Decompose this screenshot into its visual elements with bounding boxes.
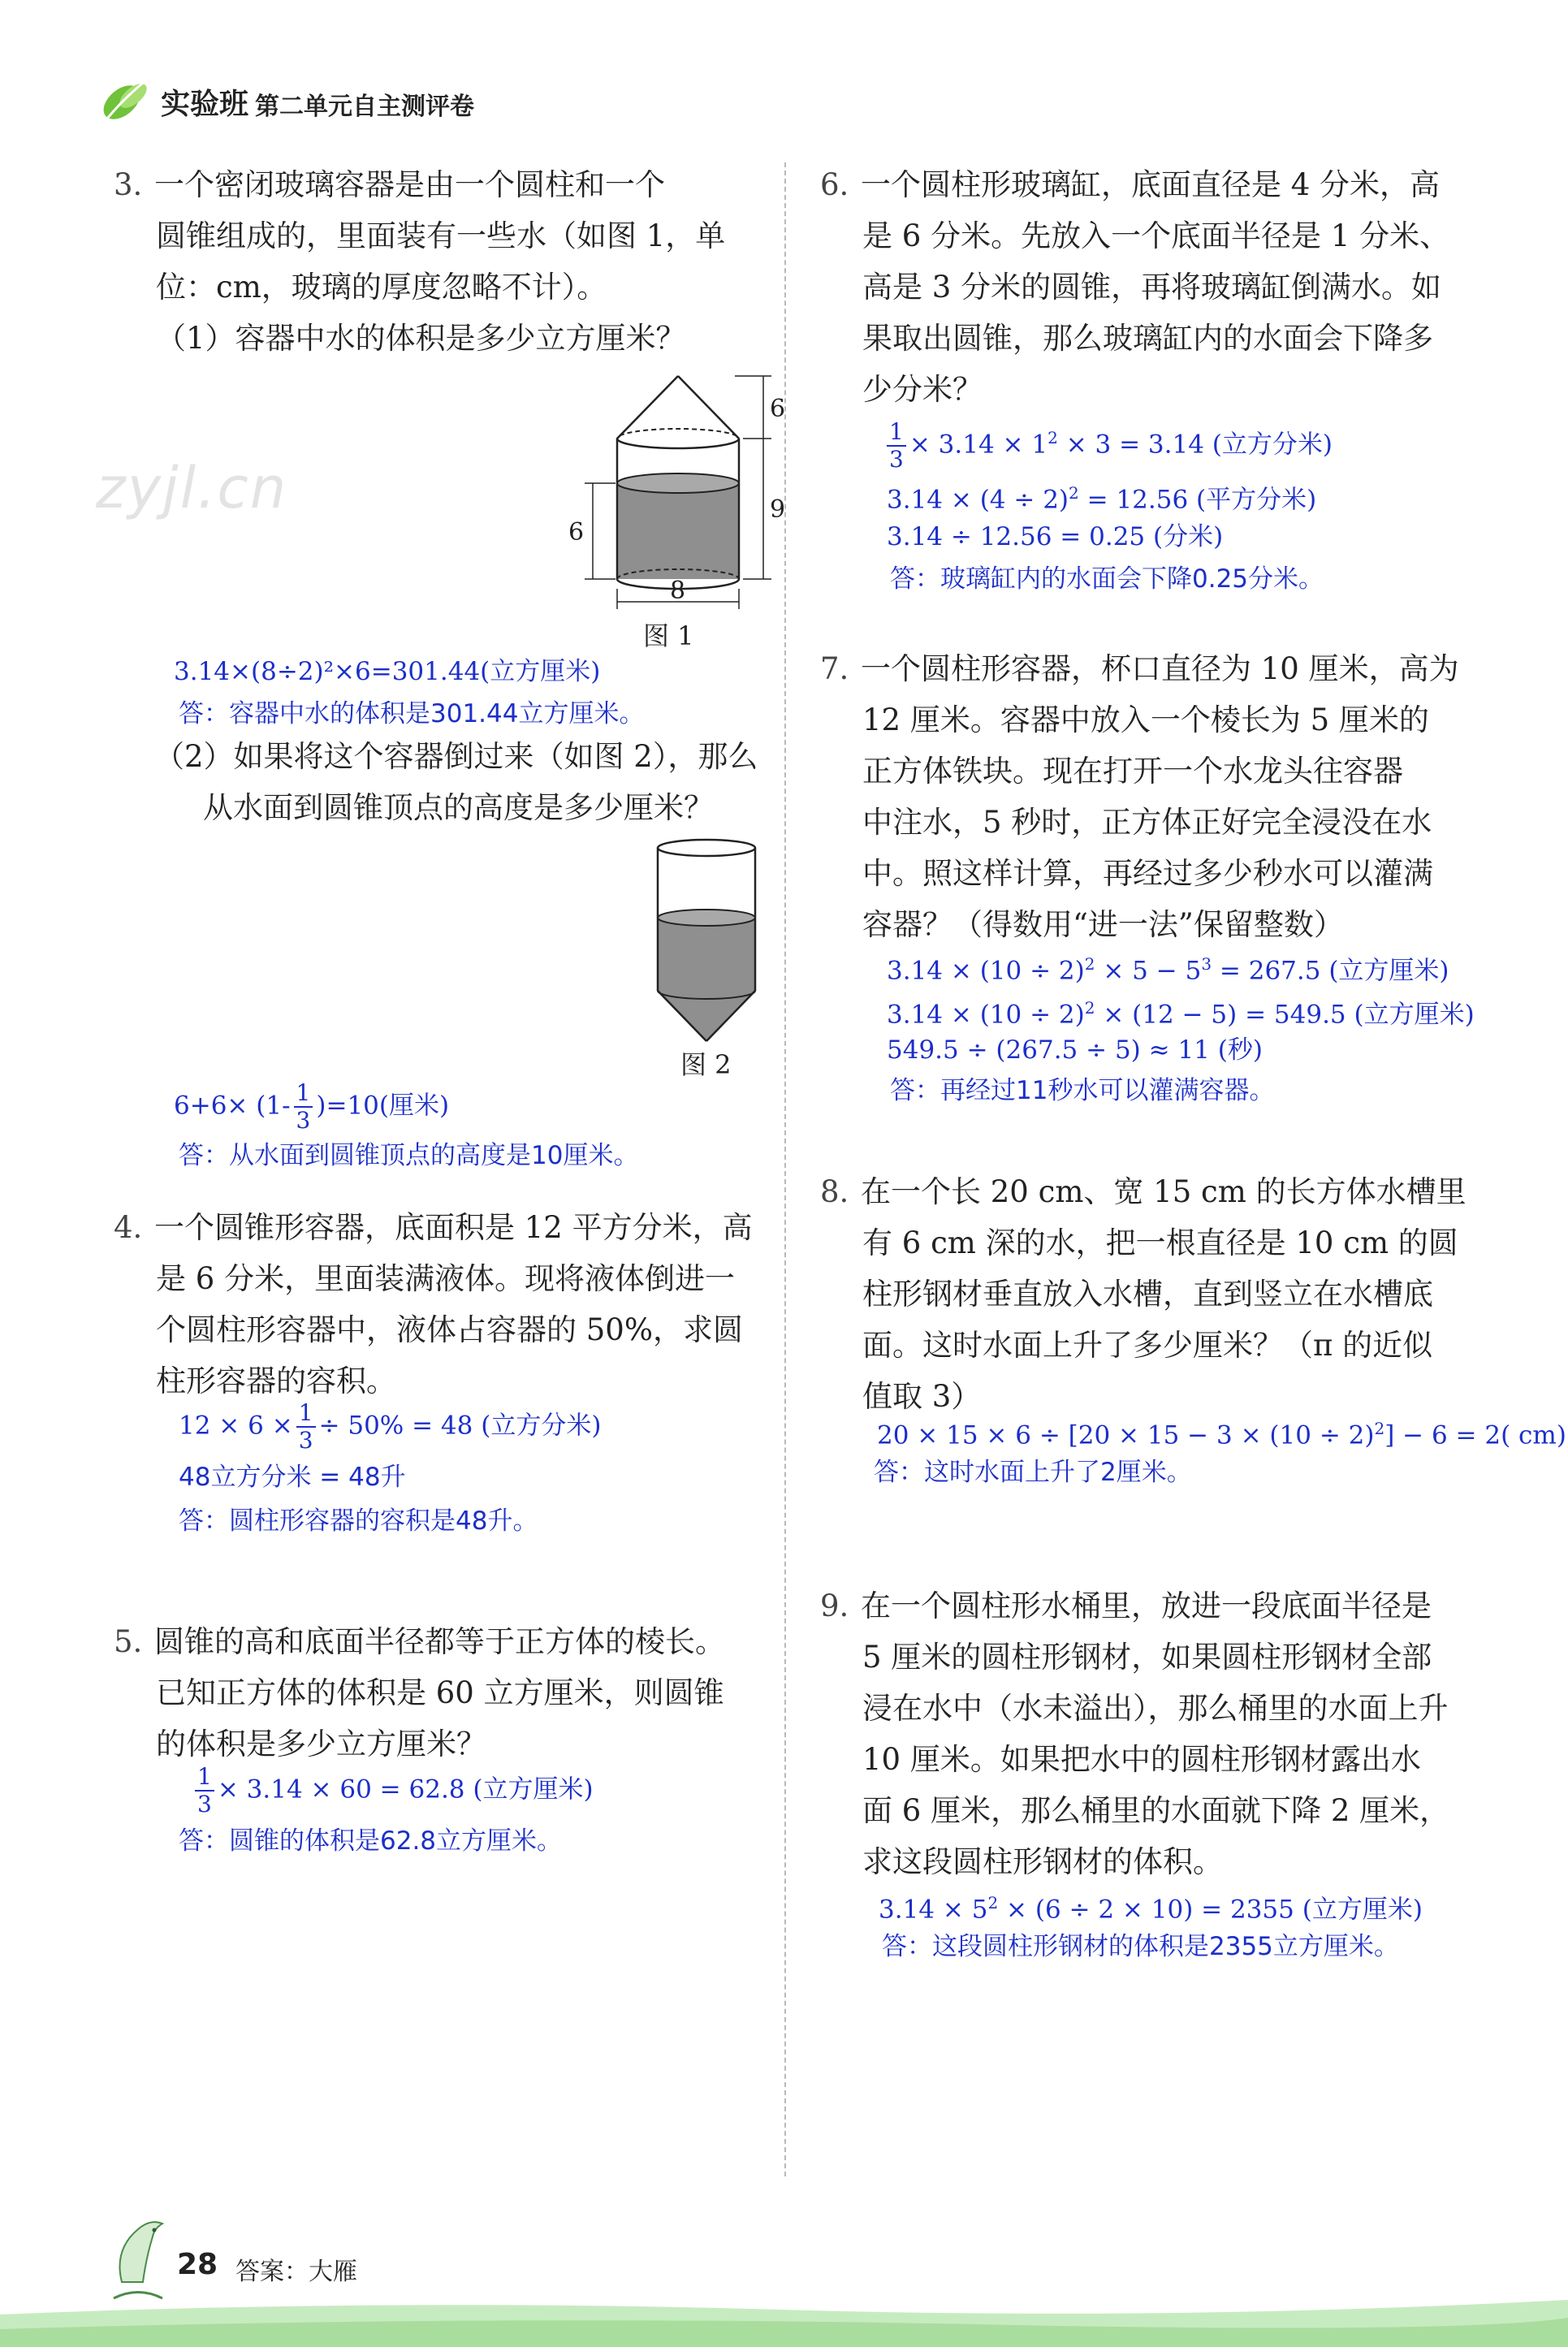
leaf-logo-icon: [97, 71, 154, 128]
question-line: 是 6 分米，里面装满液体。现将液体倒进一: [156, 1261, 736, 1296]
exponent: 2: [1047, 428, 1058, 447]
answer-part: 20 × 15 × 6 ÷ [20 × 15 − 3 × (10 ÷ 2): [877, 1420, 1375, 1450]
answer-part: = 12.56 (平方分米): [1086, 485, 1317, 515]
question-line: 10 厘米。如果把水中的圆柱形钢材露出水: [862, 1742, 1421, 1777]
page-number: 28: [177, 2248, 218, 2281]
question-number: 3.: [114, 167, 143, 202]
column-divider: [784, 162, 786, 2176]
figure-1-diagram: [568, 370, 786, 613]
question-line: 位：cm，玻璃的厚度忽略不计）。: [156, 270, 607, 305]
question-line: 圆锥组成的，里面装有一些水（如图 1，单: [156, 218, 726, 253]
question-line: 一个圆锥形容器，底面积是 12 平方分米，高: [154, 1210, 753, 1245]
exponent: 2: [1374, 1419, 1385, 1438]
question-line: 是 6 分米。先放入一个底面半径是 1 分米、: [862, 218, 1450, 253]
question-line: 值取 3）: [862, 1379, 982, 1414]
question-line: 中注水，5 秒时，正方体正好完全浸没在水: [862, 805, 1432, 840]
question-number: 9.: [820, 1588, 849, 1623]
exponent: 2: [987, 1893, 999, 1913]
q8-answer-1: [877, 1407, 1566, 1457]
exponent: 2: [1069, 483, 1079, 503]
footer-green-band: [0, 2282, 1568, 2347]
q9-answer-text: 答：这段圆柱形钢材的体积是2355立方厘米。: [882, 1932, 1399, 1961]
q5-answer-1: [192, 1763, 594, 1818]
answer-part: 6+6× (1-: [174, 1091, 291, 1121]
q3-answer-1-text: 答：容器中水的体积是301.44立方厘米。: [179, 699, 645, 728]
question-line: 圆锥的高和底面半径都等于正方体的棱长。: [154, 1624, 725, 1659]
question-line: 一个圆柱形容器，杯口直径为 10 厘米，高为: [861, 651, 1459, 686]
fraction: [195, 1763, 214, 1818]
question-number: 5.: [114, 1624, 143, 1659]
fraction-denominator: 3: [298, 1427, 313, 1454]
question-line: 个圆柱形容器中，液体占容器的 50%，求圆: [156, 1312, 743, 1347]
dolphin-icon: [106, 2209, 179, 2306]
answer-part: 3.14 × 5: [879, 1895, 988, 1925]
water-height-label: 6: [568, 518, 585, 547]
q8-answer-text: 答：这时水面上升了2厘米。: [874, 1458, 1192, 1487]
q7-answer-1: [887, 942, 1449, 992]
question-line: 容器？（得数用“进一法”保留整数）: [862, 907, 1344, 942]
figure-1-caption: 图 1: [643, 620, 694, 651]
watermark: zyjl.cn: [96, 455, 288, 521]
question-line: 5 厘米的圆柱形钢材，如果圆柱形钢材全部: [862, 1640, 1432, 1675]
q3-answer-2-text: 答：从水面到圆锥顶点的高度是10厘米。: [179, 1141, 639, 1170]
diameter-label: 8: [670, 577, 686, 605]
question-line: 从水面到圆锥顶点的高度是多少厘米？: [203, 790, 714, 825]
question-line: 少分米？: [862, 372, 983, 407]
fraction-denominator: 3: [296, 1107, 311, 1134]
question-part-1: （1）容器中水的体积是多少立方厘米？: [156, 321, 686, 356]
q6-answer-3: 3.14 ÷ 12.56 = 0.25 (分米): [887, 522, 1224, 551]
question-line: 有 6 cm 深的水，把一根直径是 10 cm 的圆: [862, 1225, 1458, 1260]
question-8: [820, 1166, 1466, 1422]
answer-part: )=10(厘米): [316, 1091, 450, 1121]
question-line: 在一个圆柱形水桶里，放进一段底面半径是: [861, 1588, 1432, 1623]
question-number: 7.: [820, 651, 849, 686]
answer-part: × (6 ÷ 2 × 10) = 2355 (立方厘米): [1006, 1895, 1423, 1925]
answer-part: × 3 = 3.14 (立方分米): [1065, 430, 1333, 460]
q4-answer-2: 48立方分米 = 48升: [179, 1463, 406, 1492]
question-number: 4.: [114, 1210, 143, 1245]
answer-part: × 5 − 5: [1103, 956, 1202, 986]
answer-part: 3.14 × (4 ÷ 2): [887, 485, 1069, 515]
fraction-numerator: 1: [887, 421, 906, 447]
question-7: [820, 643, 1459, 950]
q3-answer-2: [174, 1079, 450, 1134]
fraction-numerator: 1: [296, 1402, 316, 1428]
question-5: [114, 1616, 725, 1770]
question-line: 已知正方体的体积是 60 立方厘米，则圆锥: [156, 1675, 724, 1710]
answer-part: 3.14 × (10 ÷ 2): [887, 956, 1085, 986]
question-line: 高是 3 分米的圆锥，再将玻璃缸倒满水。如: [862, 270, 1442, 305]
question-line: 正方体铁块。现在打开一个水龙头往容器: [862, 754, 1403, 789]
answer-part: × (12 − 5) = 549.5 (立方厘米): [1103, 1000, 1475, 1030]
question-3: [114, 159, 725, 364]
answer-part: ] − 6 = 2( cm): [1384, 1420, 1566, 1450]
question-6: [820, 159, 1449, 415]
figure-2-diagram: [650, 836, 763, 1048]
exponent: 2: [1084, 998, 1095, 1018]
brand-title: 实验班: [161, 88, 249, 121]
question-line: 求这段圆柱形钢材的体积。: [862, 1844, 1223, 1879]
fraction: [887, 417, 906, 473]
fraction: [296, 1399, 316, 1454]
q9-answer-1: [879, 1881, 1423, 1931]
section-title: 第二单元自主测评卷: [255, 93, 474, 121]
figure-2-caption: 图 2: [680, 1049, 732, 1080]
question-9: [820, 1580, 1449, 1887]
question-line: 的体积是多少立方厘米？: [156, 1727, 486, 1761]
q4-answer-1: [179, 1399, 602, 1454]
fraction-denominator: 3: [197, 1791, 212, 1818]
q4-answer-text: 答：圆柱形容器的容积是48升。: [179, 1506, 538, 1536]
question-line: （2）如果将这个容器倒过来（如图 2），那么: [154, 739, 758, 774]
q6-answer-text: 答：玻璃缸内的水面会下降0.25分米。: [890, 564, 1324, 594]
question-3-part-2: [154, 731, 758, 833]
question-line: 12 厘米。容器中放入一个棱长为 5 厘米的: [862, 702, 1429, 737]
question-line: 柱形钢材垂直放入水槽，直到竖立在水槽底: [862, 1277, 1433, 1312]
question-4: [114, 1202, 753, 1407]
question-line: 面 6 厘米，那么桶里的水面就下降 2 厘米，: [862, 1793, 1450, 1828]
answer-part: 3.14 × (10 ÷ 2): [887, 1000, 1085, 1030]
answer-part: = 267.5 (立方厘米): [1219, 956, 1449, 986]
exponent: 2: [1084, 954, 1095, 974]
q7-answer-text: 答：再经过11秒水可以灌满容器。: [890, 1076, 1275, 1105]
question-line: 果取出圆锥，那么玻璃缸内的水面会下降多: [862, 321, 1433, 356]
answer-part: 12 × 6 ×: [179, 1411, 293, 1441]
answer-part: × 3.14 × 1: [909, 430, 1048, 460]
question-line: 柱形容器的容积。: [156, 1364, 396, 1398]
question-line: 中。照这样计算，再经过多少秒水可以灌满: [862, 856, 1433, 891]
fraction-numerator: 1: [294, 1082, 313, 1108]
answer-part: ÷ 50% = 48 (立方分米): [318, 1411, 602, 1441]
cone-height-label: 6: [770, 395, 786, 423]
answer-part: × 3.14 × 60 = 62.8 (立方厘米): [217, 1774, 594, 1805]
fraction-numerator: 1: [195, 1766, 214, 1792]
q5-answer-text: 答：圆锥的体积是62.8立方厘米。: [179, 1826, 563, 1856]
cylinder-height-label: 9: [770, 495, 786, 524]
fraction: [294, 1079, 313, 1134]
question-line: 浸在水中（水未溢出），那么桶里的水面上升: [862, 1691, 1449, 1726]
q6-answer-2: [887, 471, 1316, 521]
q7-answer-3: 549.5 ÷ (267.5 ÷ 5) ≈ 11 (秒): [887, 1035, 1263, 1065]
question-line: 一个密闭玻璃容器是由一个圆柱和一个: [154, 167, 665, 202]
fraction-denominator: 3: [889, 445, 904, 473]
exponent: 3: [1201, 954, 1212, 974]
question-number: 6.: [820, 167, 849, 202]
q3-answer-1: 3.14×(8÷2)²×6=301.44(立方厘米): [174, 657, 601, 686]
question-line: 面。这时水面上升了多少厘米？（π 的近似: [862, 1328, 1433, 1363]
q6-answer-1: [883, 416, 1333, 471]
question-line: 在一个长 20 cm、宽 15 cm 的长方体水槽里: [861, 1174, 1466, 1209]
question-number: 8.: [820, 1174, 849, 1209]
footer-answer-label: 答案：大雁: [235, 2258, 357, 2286]
question-line: 一个圆柱形玻璃缸，底面直径是 4 分米，高: [861, 167, 1441, 202]
